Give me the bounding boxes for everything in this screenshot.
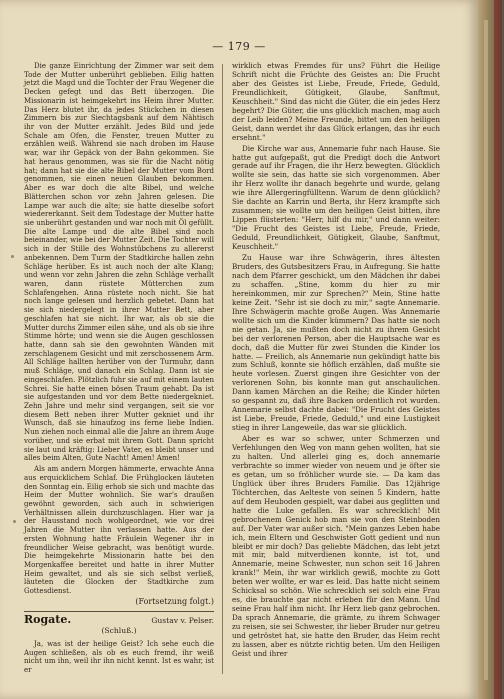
body-paragraph: Aber es war so schwer, unter Schmerzen und Verfehlungen den Weg von mann gehen wollten, hat sie zu halten. Und allerlei ging es, doch annemarie verbrachte so immer wieder von neuem und je öfter sie es getan, um so fröhlicher wurde sie. — Da kam das Unglück über ihres Bruders Familie. Das 12jährige Töchterchen, das Aelteste von seinen 5 Kindern, hatte auf dem Heuboden gespielt, war dabei aus geglitten und hatte die Luke gefallen. Es war schrecklich! Mit gebrochenem Genick hob man sie von den Steinboden auf. Der Vater war außer sich. "Mein ganzes Leben habe ich, mein Eltern und Geschwister Gott gedient und nun bleibt er mir doch? Das geliebte Mädchen, das lebt jetzt mit mir, bald mitverdienen konnte, ist tot, und Annemarie, meine Schwester, nun schon seit 16 Jahren krank!" Mein, ihr war wirklich gewiß, mochte zu Gott beten wer wollte, er war es leid. Das hatte nicht seinem Schicksal so schön. Wie schrecklich sei solch eine Frau es, die brauchte gar nicht erleben für den Mann. Und seine Frau half ihm nicht. Ihr Herz lieb ganz gebrochen. Da sprach Annemarie, die grämte, zu ihrem Schwager zu reisen, sie sei Schwester, ihr lieber Bruder nur getreu und getröstet hat, sie hatte den Bruder, das Heim recht zu lassen, aber es nützte richtig beten. Um den Heiligen Geist und ihrer — [232, 434, 440, 658]
paper-speck — [11, 255, 14, 258]
story-author: Gustav v. Pelser. — [151, 615, 214, 625]
book-edge — [478, 0, 504, 699]
right-column — [232, 62, 440, 661]
body-paragraph: Als am andern Morgen hämmerte, erwachte Anna aus erquicklichem Schlaf. Die Frühglocken läuteten den Sonntag ein. Eilig erhob sie sich und machte das Heim der Mutter wohnlich. Sie war's draußen gewöhnt geworden, sich auch in schwierigen Verhältnissen allein durchzuschlagen. Hier war ja der Hausstand noch wohlgeordnet, wie vor drei Jahren die Mutter ihn verlassen hatte. Aus der ersten Wohnung hatte Fräulein Wegener ihr in freundlicher Weise gebracht, was benötigt wurde. Die heimgekehrte Missionarin hatte bei den Morgenkaffee bereitet und hatte in ihrer Mutter Heim gewaltet, und als sie sich selbst verließ, läuteten die Glocken der Stadtkirche zum Gottesdienst. — [24, 465, 214, 596]
story-title: Rogate. — [24, 612, 72, 626]
column-divider — [222, 64, 223, 674]
body-paragraph: Die ganze Einrichtung der Zimmer war seit dem Tode der Mutter unberührt geblieben. Eilig hatten jetzt die Magd und die Tochter der Frau Wegener die Decken gefegt und das Bett überzogen. Die Missionarin ist heimgekehrt ins Heim ihrer Mutter. Das Herz blutet ihr, da jedes Stückchen in diesen Zimmern bis zur Siechtagsbank auf dem Nähtisch ihr von der Mutter erzählt. Jedes Bild und jede Schale am Ofen, die Fenster, treuen Mutter zu erzählen weiß. Während sie nach droben im Hause war, war ihr Gepäck von der Bahn gekommen. Sie hat heraus genommen, was sie für die Nacht nötig hat; dann hat sie die alte Bibel der Mutter vom Bord genommen, sie einen neuen Glauben bekommen. Aber es war doch die alte Bibel, und welche Blätterchen schon vor zehn Jahren gelesen. Die Lampe war auch die alte; sie hatte dieselbe sofort wiedererkannt. Seit dem Todestage der Mutter hatte sie unberührt gestanden und war noch mit Öl gefüllt. Die alte Lampe und die alte Bibel sind noch beieinander, wie bei der Mutter Zeit. Die Tochter will sich in der Stille des Wohnstübchens zu allererst anbekennen. Dem Turm der Stadtkirche hallen zehn Schläge herüber. Es ist auch noch der alte Klang; und wenn vor zehn Jahren die zehn Schläge verhallt waren, dann rüstete Mütterchen zum Schlafengehen. Anna rüstete noch nicht. Sie hat noch lange gelesen und herzlich gebetet. Dann hat sie sich niedergelegt in ihrer Mutter Bett, aber geschlafen hat sie nicht. Ihr war, als ob sie die Mutter durchs Zimmer eilen sähe, und als ob sie ihre Stimme hörte; und wenn sie die Augen geschlossen hatte, dann sah sie den gewohnten Wänden mit zerschlagenem Gesicht und mit zerschossenem Arm. All Schläge hallten herüber von der Turmuhr, dann muß Schläge, und danach ein Schlag. Dann ist sie eingeschlafen. Plötzlich fuhr sie auf mit einem lauten Schrei. Sie hatte einen bösen Traum gehabt. Da ist sie aufgestanden und vor dem Bette niedergekniet. Zehn Jahre und mehr sind vergangen, seit sie vor diesem Bett neben ihrer Mutter gekniet und ihr Wunsch, daß sie hinaufzog ins ferne liebe Indien. Nun ziehen noch einmal alle die Jahre an ihrem Auge vorüber, und sie erbat mit ihrem Gott. Dann spricht sie laut und kräftig: Lieber Vater, es bleibt unser und alles beim Alten, Gute Nacht! Amen! Amen! — [24, 62, 214, 463]
continued-note: (Fortsetzung folgt.) — [135, 596, 214, 606]
story-heading — [24, 612, 214, 626]
left-column — [24, 62, 214, 677]
body-paragraph: wirklich etwas Fremdes für uns? Führt die Heilige Schrift nicht die Früchte des Geistes an: Die Frucht aber des Geistes ist Liebe, Freude, Friede, Geduld, Freundlichkeit, Gütigkeit, Glaube, Sanftmut, Keuschheit." Sind das nicht die Güter, die ein jedes Herz begehrt? Die Güter, die uns glücklich machen, mag auch der Leib leiden? Meine Freunde, bittet um den heiligen Geist, dann werdet ihr das Glück erlangen, das ihr euch ersehnt." — [232, 61, 440, 142]
story-paragraph: Ja, was ist der heilige Geist? Ich sehe euch die Augen schließen, als ob es euch fremd, ihr weiß nicht um ihn, weil ihr ihn nicht kennt. Ist es wahr, ist er — [24, 640, 214, 675]
page-number: — 179 — — [212, 40, 266, 53]
body-paragraph: Die Kirche war aus, Annemarie fuhr nach Hause. Sie hatte gut aufgepaßt, gut die Predigt doch die Antwort gerade auf ihr Fragen, die ihr Herz bewegten. Glücklich wollte sie sein, das hatte sie sich vorgenommen. Aber ihr Herz wollte ihr danach begehrte und wurde, gelang wie ihre Allergeringfülltenn. Warum de denn glücklich? Sie dachte an Karrin und Berta, ihr Herz krampfte sich zusammen; sie wollte um den heiligen Geist bitten, ihre Lippen flüsterten: "Herr, hilf du mir," und dann weiter: "Die Frucht des Geistes ist Liebe, Freude, Friede, Geduld, Freundlichkeit, Gütigkeit, Glaube, Sanftmut, Keuschheit." — [232, 143, 440, 252]
paper-speck — [13, 520, 16, 523]
book-spine — [494, 0, 502, 699]
body-paragraph: Zu Hause war ihre Schwägerin, ihres ältesten Bruders, des Gutsbesitzers Frau, in Aufregung. Sie hatte nach dem Pfarrer geschickt, um den Mädchen ihr dabei zu schaffen. „Stine, komm du hier zu mir hereinkommen, mir zur Sprechen?" Mein, Stine hatte keine Zeit. "Sehr ist sie doch zu mir," sagte Annemarie. Ihre Schwägerin machte große Augen. Was Annemarie wollte sich um die Kinder kümmern? Das hatte sie noch nie getan. Ja, sie mußten doch nicht zu ihrem Gesicht bei der verlorenen Person, aber die Hauptsache war es doch, daß die Mutter für zwei Stunden die Kinder los hatte. — Freilich, als Annemarie nun gekündigt hatte bis zum Schluß, konnte sie höflich erzählen, daß mußte sie heute vorlesen. Zuerst gingen ihre Gesichter von der verlorenen Sohn, bis konnte man gut anschaulichen. Dann kamen Märchen an die Reihe; die Kinder hörten so gespannt zu, daß ihre Backen ordentlich rot wurden. Annemarie selbst dachte dabei: "Die Frucht des Geistes ist Liebe, Freude, Friede, Geduld," und eine Lustigkeit stieg in ihrer Langeweile, das war sie glücklich. — [232, 253, 440, 433]
page-stack — [484, 20, 488, 680]
story-note: (Schluß.) — [101, 626, 137, 636]
section-rule — [24, 611, 214, 612]
